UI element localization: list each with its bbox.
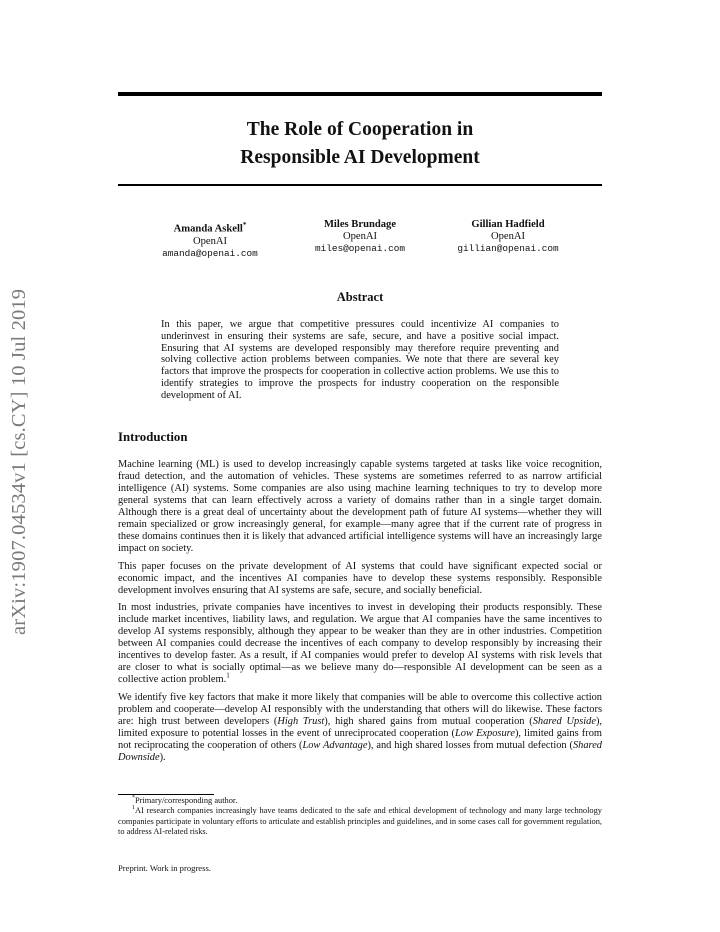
- author-3: [433, 219, 583, 255]
- paragraph-3-text: In most industries, private companies have incentives to invest in developing their products responsibly. These include market incentives, liability laws, and regulation. We argue that AI companies have the same incentives to develop AI systems responsibly, although they appear to be weaker than they are in other industries. Competition between AI companies could decrease the incentives of each company to develop responsibly by increasing their incentives to develop faster. As a result, if AI companies would prefer to develop AI systems with risk levels that are closer to what is socially optimal—as we believe many do—responsible AI development can be seen as a collective action problem.: [118, 602, 602, 686]
- term-high-trust: High Trust: [277, 716, 325, 728]
- p4-text-5: ), and high shared losses from mutual defection (: [367, 739, 573, 751]
- author-1-mark: *: [242, 221, 247, 229]
- p4-text-2: ), high shared gains from mutual cooperation (: [324, 716, 533, 728]
- footnote-star-mark: *: [132, 795, 135, 802]
- p4-text-4: ), limited gains from not reciprocating the cooperation of others (: [118, 728, 603, 751]
- term-shared-downside: Shared Downside: [118, 739, 603, 763]
- term-low-exposure: Low Exposure: [455, 728, 515, 740]
- paragraph-4: [118, 692, 602, 764]
- arxiv-stamp: arXiv:1907.04534v1 [cs.CY] 10 Jul 2019: [8, 288, 30, 635]
- author-1-affiliation: OpenAI: [192, 235, 228, 247]
- footnote-1-text: AI research companies increasingly have teams dedicated to the safe and ethical development of technology and many large technology companies participate in voluntary efforts to articulate and establish principles and guidelines, and in some cases call for government regulation, to address AI-related risks.: [118, 806, 602, 836]
- paragraph-3: [118, 602, 602, 686]
- title-top-rule: [118, 92, 602, 96]
- author-2-affiliation: OpenAI: [342, 231, 378, 242]
- footnotes: [118, 796, 602, 837]
- author-2-email: miles@openai.com: [314, 243, 405, 254]
- author-1-name: Amanda Askell: [173, 223, 243, 235]
- author-1-name-line: [135, 219, 285, 236]
- footnote-star: [118, 796, 602, 806]
- title-bottom-rule: [118, 184, 602, 186]
- author-2-name: Miles Brundage: [323, 219, 397, 230]
- author-3-affiliation: OpenAI: [490, 231, 526, 242]
- term-shared-upside: Shared Upside: [532, 716, 596, 728]
- footnote-1-mark: 1: [132, 805, 135, 812]
- introduction-body: [118, 459, 602, 770]
- abstract-heading: Abstract: [336, 290, 384, 304]
- term-low-advantage: Low Advantage: [302, 739, 368, 751]
- p4-text-3: ), limited exposure to potential losses in the event of unreciprocated cooperation (: [118, 716, 602, 740]
- paper-title: [118, 116, 602, 172]
- p4-text-1: We identify five key factors that make it more likely that companies will be able to overcome this collective action problem and cooperate—develop AI responsibly with the understanding that others will do likewise. These factors are: high trust between developers (: [118, 692, 602, 728]
- author-3-email: gillian@openai.com: [457, 243, 559, 254]
- footnote-star-text: Primary/corresponding author.: [135, 796, 238, 805]
- paragraph-2: This paper focuses on the private development of AI systems that could have significant expected social or economic impact, and the incentives AI companies have to develop these systems responsibly. Responsible development involves ensuring that AI systems are safe, secure, and socially beneficial.: [118, 560, 602, 596]
- title-line-1: The Role of Cooperation in: [246, 119, 474, 140]
- preprint-note: Preprint. Work in progress.: [118, 863, 211, 873]
- p4-text-6: ).: [159, 751, 166, 763]
- abstract-text: In this paper, we argue that competitive pressures could incentivize AI companies to underinvest in ensuring their systems are safe, secure, and have a positive social impact. Ensuring that AI systems are developed responsibly may therefore require preventing and solving collective action problems between companies. We note that there are several key factors that improve the prospects for cooperation in collective action problems. We use this to identify strategies to improve the prospects for industry cooperation on the responsible development of AI.: [161, 319, 559, 401]
- paragraph-1: Machine learning (ML) is used to develop increasingly capable systems targeted at tasks like voice recognition, fraud detection, and the automation of vehicles. These systems are sometimes referred to as narrow artificial intelligence (AI) systems. Some companies are also using machine learning techniques to try to develop more general systems that can learn effectively across a variety of domains rather than in a single target domain. Although there is a great deal of uncertainty about the development path of future AI systems—whether they will remain specialized or grow increasingly general, for example—many agree that if the current rate of progress in these domains continues then it is likely that advanced artificial intelligence systems will have an increasingly large impact on society.: [118, 459, 602, 554]
- author-1-email: amanda@openai.com: [162, 247, 258, 259]
- author-3-name: Gillian Hadfield: [471, 219, 545, 230]
- title-line-2: Responsible AI Development: [240, 147, 480, 168]
- footnote-1: [118, 806, 602, 837]
- footnote-ref-1[interactable]: 1: [226, 671, 230, 680]
- section-heading-introduction: Introduction: [118, 430, 188, 444]
- author-1: [135, 219, 285, 260]
- author-2: [285, 219, 435, 255]
